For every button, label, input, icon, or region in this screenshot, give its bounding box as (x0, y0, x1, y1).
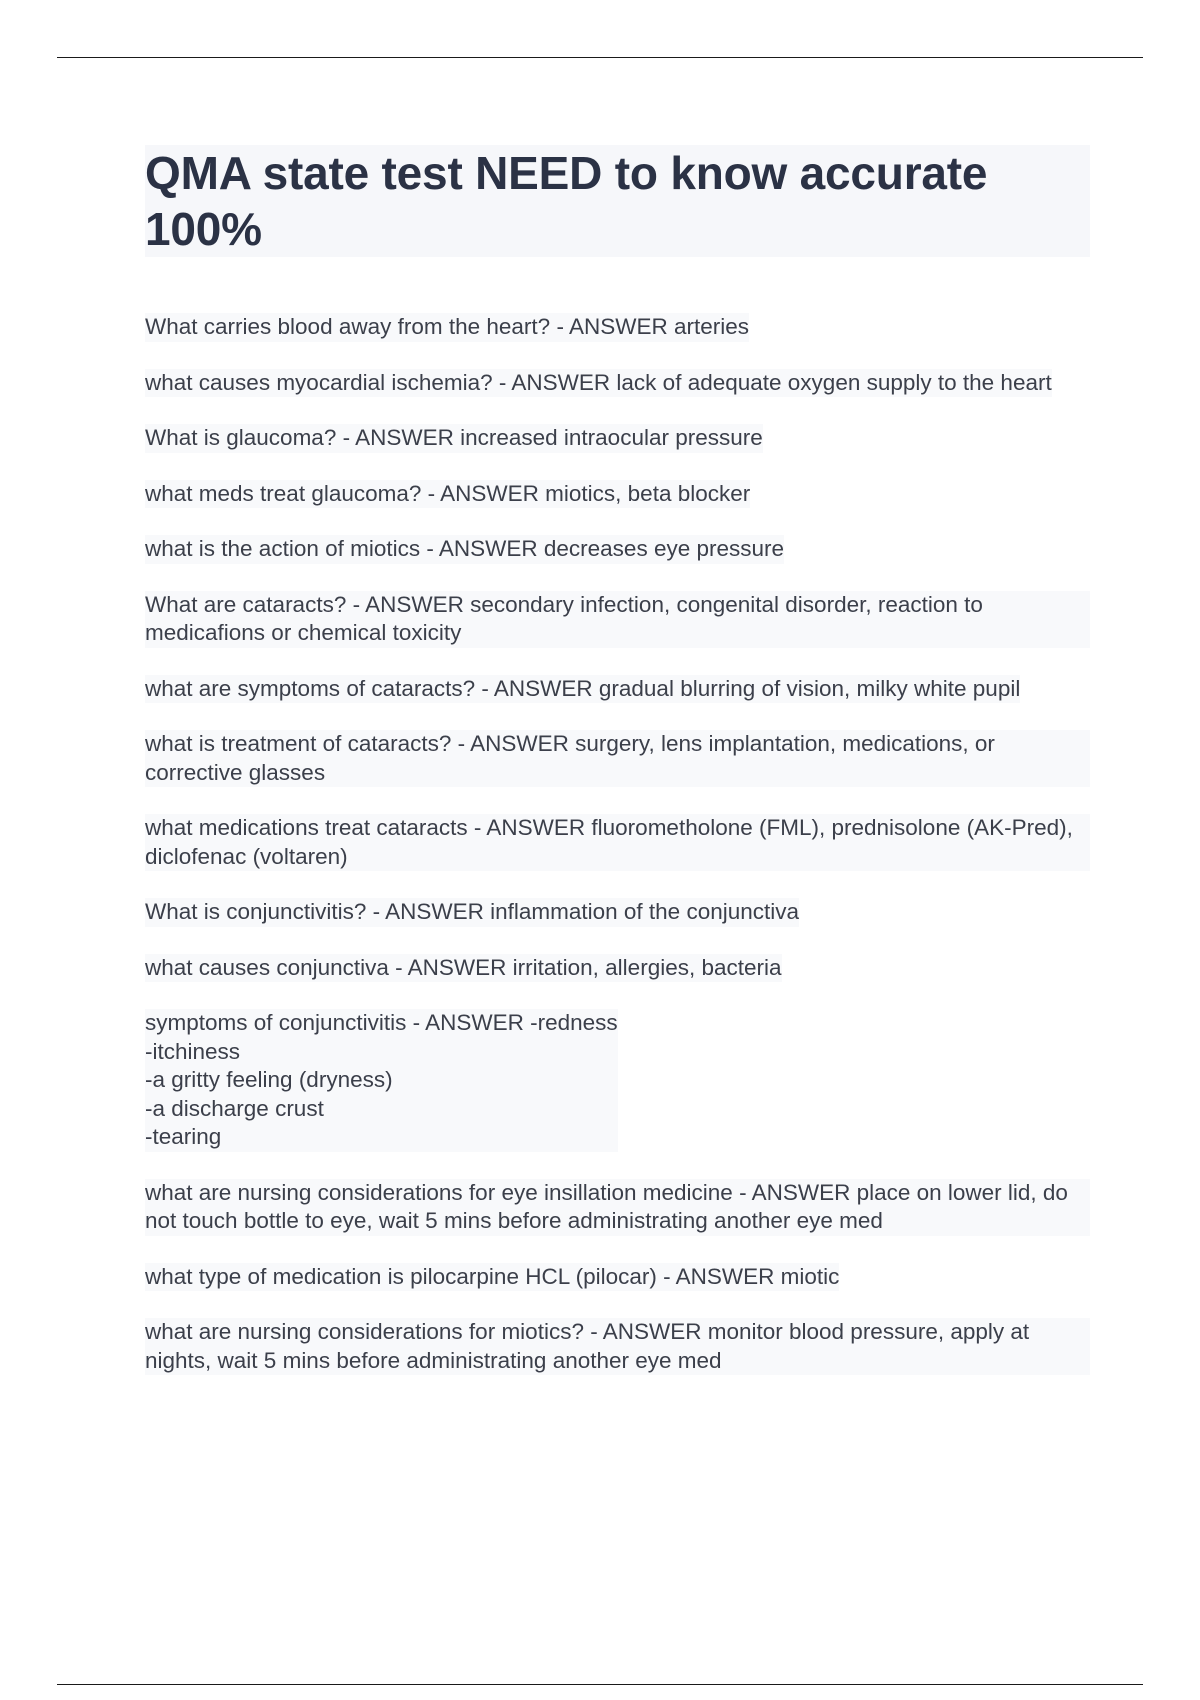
qa-list (145, 313, 1090, 1375)
qa-item (145, 369, 1090, 398)
qa-text: what are nursing considerations for eye insillation medicine - ANSWER place on lower lid, do not touch bottle to eye, wait 5 mins before administrating another eye med (145, 1179, 1090, 1236)
qa-text: what are symptoms of cataracts? - ANSWER gradual blurring of vision, milky white pupil (145, 675, 1020, 704)
qa-text: what is the action of miotics - ANSWER decreases eye pressure (145, 535, 784, 564)
qa-item (145, 898, 1090, 927)
qa-text: what causes conjunctiva - ANSWER irritation, allergies, bacteria (145, 954, 782, 983)
qa-item (145, 1009, 1090, 1152)
qa-text: what is treatment of cataracts? - ANSWER surgery, lens implantation, medications, or corrective glasses (145, 730, 1090, 787)
qa-text: what type of medication is pilocarpine HCL (pilocar) - ANSWER miotic (145, 1263, 839, 1292)
qa-text: what causes myocardial ischemia? - ANSWER lack of adequate oxygen supply to the heart (145, 369, 1052, 398)
qa-item (145, 480, 1090, 509)
document-body (145, 145, 1090, 1402)
qa-item (145, 591, 1090, 648)
title-box (145, 145, 1090, 257)
qa-text: What carries blood away from the heart? - ANSWER arteries (145, 313, 749, 342)
document-title: QMA state test NEED to know accurate 100% (145, 147, 988, 255)
qa-item (145, 1318, 1090, 1375)
qa-item (145, 675, 1090, 704)
qa-item (145, 313, 1090, 342)
qa-text: symptoms of conjunctivitis - ANSWER -redness -itchiness -a gritty feeling (dryness) -a discharge crust -tearing (145, 1009, 618, 1152)
qa-text: What is conjunctivitis? - ANSWER inflammation of the conjunctiva (145, 898, 799, 927)
qa-item (145, 814, 1090, 871)
qa-item (145, 1263, 1090, 1292)
qa-item (145, 1179, 1090, 1236)
qa-text: What is glaucoma? - ANSWER increased intraocular pressure (145, 424, 763, 453)
qa-text: what meds treat glaucoma? - ANSWER miotics, beta blocker (145, 480, 750, 509)
qa-item (145, 730, 1090, 787)
top-rule (57, 57, 1143, 58)
qa-item (145, 954, 1090, 983)
qa-item (145, 535, 1090, 564)
qa-text: what medications treat cataracts - ANSWER fluorometholone (FML), prednisolone (AK-Pred), diclofenac (voltaren) (145, 814, 1090, 871)
qa-text: What are cataracts? - ANSWER secondary infection, congenital disorder, reaction to medicafions or chemical toxicity (145, 591, 1090, 648)
qa-item (145, 424, 1090, 453)
qa-text: what are nursing considerations for miotics? - ANSWER monitor blood pressure, apply at nights, wait 5 mins before administrating another eye med (145, 1318, 1090, 1375)
bottom-rule (57, 1684, 1143, 1685)
